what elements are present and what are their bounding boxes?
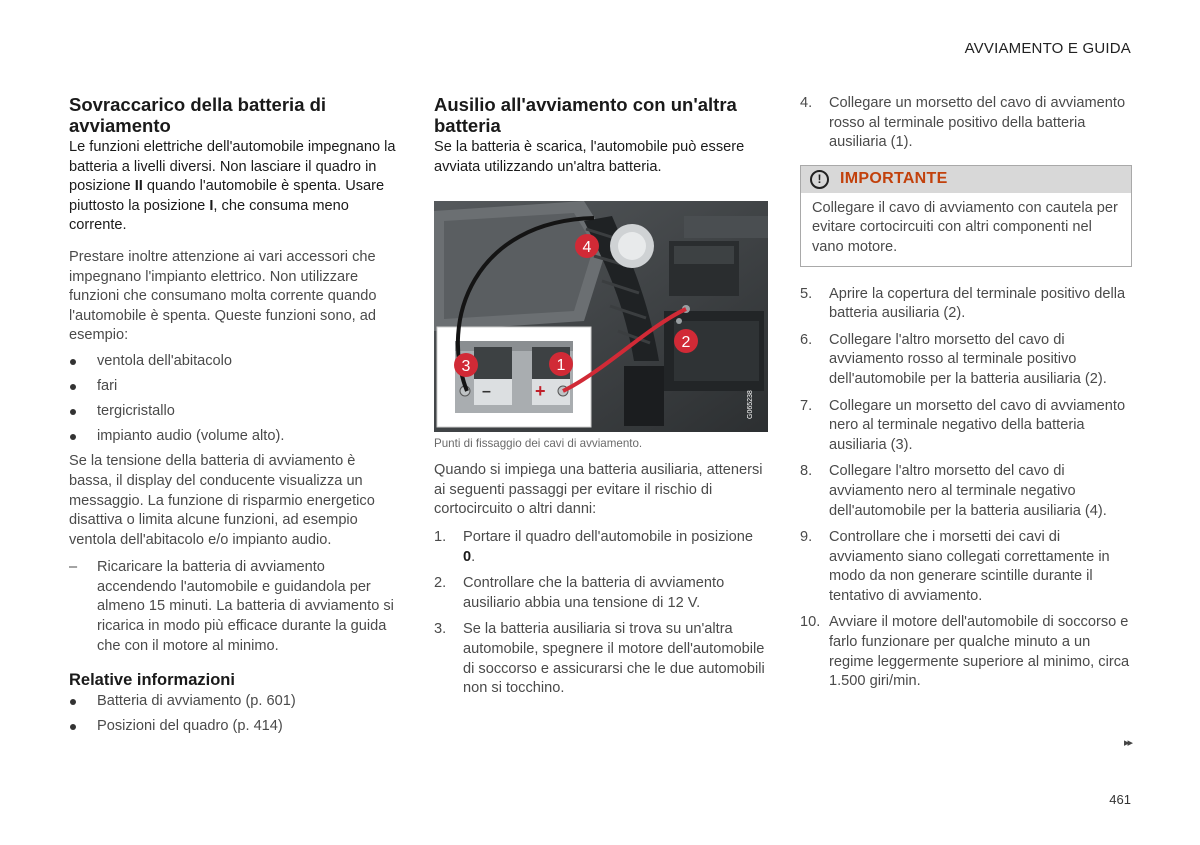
warning-icon: ! (810, 170, 829, 189)
warning-title: IMPORTANTE (840, 170, 948, 188)
jump-start-figure (434, 201, 768, 432)
dash-marker: – (69, 559, 78, 576)
column-jump-start (434, 94, 768, 706)
figure-code: G065238 (747, 390, 754, 420)
accessory-list (69, 352, 399, 447)
related-list (69, 692, 399, 737)
paragraph-accessories: Prestare inoltre attenzione ai vari accessori che impegnano l'impianto elettrico. Non utilizzare funzioni che consumano molta corrente quando l'automobile è spenta. Queste funzioni sono, ad esempio: (69, 248, 377, 344)
step-item: 10. Avviare il motore dell'automobile di soccorso e farlo funzionare per qualche minuto a un regime leggermente superiore al minimo, circa 1.500 giri/min. (800, 614, 1130, 690)
svg-text:4: 4 (582, 239, 592, 257)
lead-paragraph: Le funzioni elettriche dell'automobile impegnano la batteria a livelli diversi. Non lasciare il quadro in posizione II quando l'automobile è spenta. Usare piuttosto la posizione I, che consuma meno corrente. (69, 139, 396, 234)
svg-text:2: 2 (681, 334, 691, 352)
warning-header (801, 166, 1131, 193)
list-item: tergicristallo (69, 402, 399, 422)
step-item: 5. Aprire la copertura del terminale positivo della batteria ausiliaria (2). (800, 285, 1126, 322)
warning-box (800, 165, 1132, 267)
step-item: 9. Controllare che i morsetti dei cavi di avviamento siano collegati correttamente in modo da non generare scintille durante il tentativo di avviamento. (800, 529, 1110, 604)
steps-list-a (800, 94, 1132, 153)
section-header: AVVIAMENTO E GUIDA (964, 40, 1131, 57)
figure-caption: Punti di fissaggio dei cavi di avviamento. (434, 437, 643, 451)
step-item: 8. Collegare l'altro morsetto del cavo di avviamento nero al terminale negativo dell'automobile per la batteria ausiliaria (4). (800, 463, 1107, 519)
step-item: 7. Collegare un morsetto del cavo di avviamento nero al terminale negativo della batteria ausiliaria (3). (800, 397, 1126, 453)
related-link-ignition[interactable]: Posizioni del quadro (p. 414) (69, 717, 399, 737)
column-battery-overload (69, 94, 399, 742)
list-item: fari (69, 377, 399, 397)
steps-list (434, 528, 768, 699)
dash-item (69, 558, 399, 656)
related-title: Relative informazioni (69, 671, 235, 690)
svg-text:1: 1 (556, 357, 566, 375)
warning-text: Collegare il cavo di avviamento con cautela per evitare cortocircuiti con altri componenti nel vano motore. (812, 199, 1118, 255)
battery-minus-symbol: – (482, 383, 491, 401)
dash-text: Ricaricare la batteria di avviamento accendendo l'automobile e guidandola per almeno 15 minuti. La batteria di avviamento si ricarica in modo più efficace durante la guida che con il motore al minimo. (97, 559, 394, 654)
step-item: 6. Collegare l'altro morsetto del cavo di avviamento rosso al terminale positivo dell'automobile per la batteria ausiliaria (2). (800, 331, 1107, 387)
continue-arrows-icon: ▸▸ (1123, 737, 1131, 749)
step-item: 4. Collegare un morsetto del cavo di avviamento rosso al terminale positivo della batteria ausiliaria (1). (800, 95, 1126, 151)
label-3 (454, 353, 478, 377)
paragraph-low-voltage: Se la tensione della batteria di avviamento è bassa, il display del conducente visualizza un messaggio. La funzione di risparmio energetico disattiva o limita alcune funzioni, ad esempio ventola dell'abitacolo e/o impianto audio. (69, 453, 375, 548)
related-link-battery[interactable]: Batteria di avviamento (p. 601) (69, 692, 399, 712)
label-1 (549, 352, 573, 376)
section-title: Sovraccarico della batteria di avviamento (69, 94, 327, 136)
column-steps-continued (800, 94, 1132, 699)
battery-plus-symbol: + (535, 381, 546, 402)
step-item: 3. Se la batteria ausiliaria si trova su un'altra automobile, spegnere il motore dell'automobile di soccorso e assicurarsi che le due automobili non si tocchino. (434, 621, 765, 697)
list-item: impianto audio (volume alto). (69, 427, 399, 447)
engine-bay-illustration (434, 201, 768, 432)
step-item: 1. Portare il quadro dell'automobile in posizione 0. (434, 528, 753, 565)
lead-paragraph: Se la batteria è scarica, l'automobile può essere avviata utilizzando un'altra batteria. (434, 139, 745, 175)
label-2 (674, 329, 698, 353)
svg-text:3: 3 (461, 358, 471, 376)
step-item: 2. Controllare che la batteria di avviamento ausiliario abbia una tensione di 12 V. (434, 575, 725, 611)
intro-paragraph: Quando si impiega una batteria ausiliaria, attenersi ai seguenti passaggi per evitare il rischio di cortocircuito o altri danni: (434, 462, 763, 518)
label-4 (575, 234, 599, 258)
page-number: 461 (1109, 792, 1131, 807)
section-title: Ausilio all'avviamento con un'altra batteria (434, 94, 737, 136)
steps-list-b (800, 285, 1132, 692)
list-item: ventola dell'abitacolo (69, 352, 399, 372)
